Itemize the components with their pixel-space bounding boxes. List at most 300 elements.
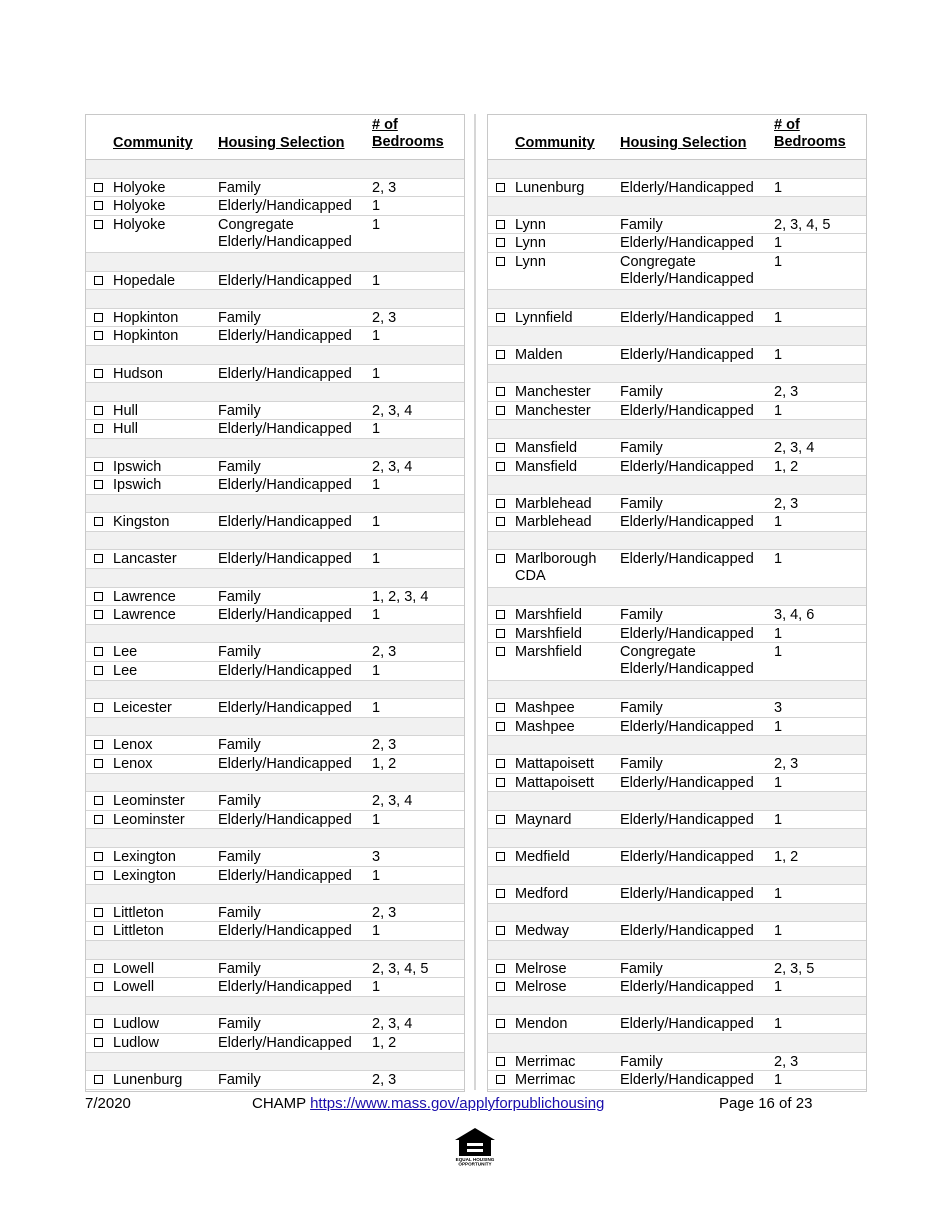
table-row (488, 978, 866, 997)
community-cell: Melrose (515, 960, 567, 977)
community-cell: Lexington (113, 848, 176, 865)
bedrooms-cell: 1, 2 (372, 756, 397, 772)
housing-selection-cell: Elderly/Handicapped (218, 365, 352, 382)
housing-selection-cell: Elderly/Handicapped (620, 718, 754, 735)
community-cell: Ludlow (113, 1034, 159, 1051)
housing-selection-cell: Elderly/Handicapped (218, 700, 352, 717)
bedrooms-cell: 3, 4, 6 (774, 607, 815, 624)
checkbox[interactable] (94, 480, 103, 489)
checkbox[interactable] (496, 1019, 505, 1028)
bedrooms-cell: 1 (774, 811, 783, 828)
checkbox[interactable] (94, 331, 103, 340)
checkbox[interactable] (496, 982, 505, 991)
table-row (86, 179, 464, 198)
community-cell: Mattapoisett (515, 756, 594, 772)
bedrooms-cell: 2, 3, 4 (372, 1016, 413, 1033)
table-row (488, 922, 866, 941)
bedrooms-cell: 1 (372, 216, 381, 233)
bedrooms-cell: 1 (372, 867, 381, 884)
community-cell: Marshfield (515, 607, 582, 624)
community-cell: Holyoke (113, 216, 166, 233)
housing-selection-cell: Elderly/Handicapped (620, 1072, 754, 1089)
table-row (488, 513, 866, 532)
table-row (86, 1015, 464, 1034)
checkbox[interactable] (94, 220, 103, 229)
spacer-row (488, 160, 866, 179)
checkbox[interactable] (496, 629, 505, 638)
community-cell: Lynnfield (515, 309, 573, 326)
community-cell: Lenox (113, 756, 153, 772)
checkbox[interactable] (94, 406, 103, 415)
bedrooms-cell: 3 (372, 848, 381, 865)
table-row (86, 476, 464, 495)
checkbox[interactable] (496, 1057, 505, 1066)
checkbox[interactable] (496, 183, 505, 192)
housing-selection-cell: Family (218, 458, 261, 475)
checkbox[interactable] (94, 871, 103, 880)
checkbox[interactable] (496, 313, 505, 322)
housing-selection-cell: Congregate Elderly/Handicapped (620, 644, 754, 678)
housing-selection-cell: Elderly/Handicapped (620, 514, 754, 531)
checkbox[interactable] (496, 499, 505, 508)
right-table-body (488, 160, 866, 1090)
community-cell: Marshfield (515, 644, 582, 661)
bedrooms-cell: 2, 3 (774, 756, 799, 772)
table-row (86, 513, 464, 532)
housing-selection-cell: Elderly/Handicapped (218, 607, 352, 624)
table-row (86, 402, 464, 421)
spacer-row (488, 736, 866, 755)
community-cell: Lowell (113, 960, 155, 977)
checkbox[interactable] (496, 759, 505, 768)
bedrooms-cell: 2, 3 (372, 644, 397, 661)
bedrooms-cell: 1 (372, 811, 381, 828)
community-cell: Mansfield (515, 458, 578, 475)
column-divider (474, 114, 476, 1090)
bedrooms-cell: 2, 3 (372, 309, 397, 326)
bedrooms-cell: 1 (372, 979, 381, 996)
table-row (86, 588, 464, 607)
checkbox[interactable] (496, 220, 505, 229)
community-cell: Littleton (113, 923, 164, 940)
housing-selection-cell: Elderly/Handicapped (620, 979, 754, 996)
bedrooms-cell: 1, 2 (774, 458, 799, 475)
community-cell: Lee (113, 644, 138, 661)
bedrooms-cell: 1 (372, 514, 381, 531)
table-row (488, 216, 866, 235)
checkbox[interactable] (94, 796, 103, 805)
bedrooms-cell: 2, 3 (372, 179, 397, 196)
housing-selection-cell: Family (218, 179, 261, 196)
bedrooms-cell: 1 (774, 774, 783, 791)
table-row (86, 848, 464, 867)
checkbox[interactable] (496, 703, 505, 712)
spacer-row (86, 160, 464, 179)
bedrooms-cell: 1 (774, 1072, 783, 1089)
housing-selection-cell: Elderly/Handicapped (620, 923, 754, 940)
spacer-row (488, 532, 866, 551)
housing-selection-cell: Family (218, 848, 261, 865)
left-table-body (86, 160, 464, 1090)
bedrooms-cell: 1 (372, 607, 381, 624)
bedrooms-cell: 2, 3 (372, 737, 397, 754)
community-cell: Manchester (515, 384, 591, 401)
spacer-row (86, 625, 464, 644)
checkbox[interactable] (94, 592, 103, 601)
community-cell: Lynn (515, 253, 546, 270)
table-row (86, 792, 464, 811)
table-row (488, 1071, 866, 1090)
community-cell: Leominster (113, 811, 185, 828)
checkbox[interactable] (496, 443, 505, 452)
bedrooms-cell: 1 (774, 346, 783, 363)
bedrooms-header-line1: # of (774, 117, 800, 133)
apply-public-housing-link[interactable]: https://www.mass.gov/applyforpublichousing (310, 1095, 605, 1112)
bedrooms-cell: 1 (372, 923, 381, 940)
community-cell: Medford (515, 886, 569, 903)
community-cell: Maynard (515, 811, 572, 828)
checkbox[interactable] (94, 982, 103, 991)
bedrooms-cell: 1, 2, 3, 4 (372, 588, 429, 605)
table-row (86, 643, 464, 662)
table-row (488, 439, 866, 458)
community-cell: Holyoke (113, 179, 166, 196)
spacer-row (86, 253, 464, 272)
table-row (86, 458, 464, 477)
community-cell: Mashpee (515, 700, 575, 717)
housing-selection-cell: Family (218, 588, 261, 605)
table-row (86, 327, 464, 346)
housing-selection-cell: Family (620, 607, 663, 624)
checkbox[interactable] (496, 815, 505, 824)
community-cell: Malden (515, 346, 563, 363)
checkbox[interactable] (496, 889, 505, 898)
bedrooms-cell: 1, 2 (372, 1034, 397, 1051)
table-row (86, 811, 464, 830)
bedrooms-cell: 1 (372, 477, 381, 494)
right-table-header (488, 115, 866, 160)
community-cell: Littleton (113, 904, 164, 921)
community-cell: Marlborough CDA (515, 551, 597, 585)
checkbox[interactable] (94, 759, 103, 768)
housing-selection-cell: Elderly/Handicapped (620, 625, 754, 642)
checkbox[interactable] (94, 610, 103, 619)
checkbox[interactable] (94, 703, 103, 712)
community-column-header: Community (113, 135, 193, 151)
bedrooms-cell: 2, 3, 4 (774, 439, 815, 456)
spacer-row (488, 327, 866, 346)
spacer-row (488, 941, 866, 960)
checkbox[interactable] (94, 908, 103, 917)
checkbox[interactable] (496, 406, 505, 415)
housing-selection-cell: Elderly/Handicapped (620, 179, 754, 196)
page-number: Page 16 of 23 (719, 1095, 813, 1112)
checkbox[interactable] (94, 554, 103, 563)
bedrooms-cell: 1 (774, 1016, 783, 1033)
bedrooms-cell: 1 (774, 551, 783, 568)
housing-selection-cell: Elderly/Handicapped (218, 514, 352, 531)
checkbox[interactable] (496, 852, 505, 861)
spacer-row (86, 495, 464, 514)
housing-selection-cell: Elderly/Handicapped (620, 235, 754, 252)
checkbox[interactable] (94, 666, 103, 675)
community-cell: Mattapoisett (515, 774, 594, 791)
housing-selection-cell: Family (620, 439, 663, 456)
community-cell: Hudson (113, 365, 163, 382)
table-row (86, 550, 464, 569)
table-row (86, 699, 464, 718)
bedrooms-cell: 1 (774, 179, 783, 196)
checkbox[interactable] (94, 1038, 103, 1047)
checkbox[interactable] (94, 369, 103, 378)
bedrooms-cell: 1 (372, 365, 381, 382)
bedrooms-cell: 2, 3, 4 (372, 793, 413, 810)
bedrooms-cell: 2, 3, 4 (372, 402, 413, 419)
housing-selection-cell: Elderly/Handicapped (620, 848, 754, 865)
community-cell: Manchester (515, 402, 591, 419)
community-column-header: Community (515, 135, 595, 151)
community-cell: Mansfield (515, 439, 578, 456)
community-cell: Marblehead (515, 514, 592, 531)
spacer-row (488, 588, 866, 607)
bedrooms-header-line1: # of (372, 117, 398, 133)
checkbox[interactable] (496, 387, 505, 396)
community-cell: Ipswich (113, 458, 162, 475)
table-row (488, 550, 866, 587)
community-cell: Lowell (113, 979, 155, 996)
housing-selection-cell: Family (218, 793, 261, 810)
community-cell: Lexington (113, 867, 176, 884)
community-cell: Lawrence (113, 588, 176, 605)
checkbox[interactable] (94, 815, 103, 824)
table-row (488, 179, 866, 198)
community-cell: Medfield (515, 848, 570, 865)
housing-selection-cell: Elderly/Handicapped (620, 458, 754, 475)
bedrooms-cell: 3 (774, 700, 783, 717)
table-row (86, 365, 464, 384)
spacer-row (86, 290, 464, 309)
checkbox[interactable] (94, 424, 103, 433)
housing-selection-cell: Elderly/Handicapped (218, 328, 352, 345)
spacer-row (86, 532, 464, 551)
table-row (488, 346, 866, 365)
checkbox[interactable] (94, 462, 103, 471)
left-table-header (86, 115, 464, 160)
table-row (488, 699, 866, 718)
housing-selection-cell: Family (218, 1072, 261, 1089)
housing-selection-cell: Family (620, 1053, 663, 1070)
community-cell: Lynn (515, 216, 546, 233)
housing-selection-cell: Elderly/Handicapped (620, 346, 754, 363)
bedrooms-cell: 2, 3 (774, 384, 799, 401)
checkbox[interactable] (496, 647, 505, 656)
housing-selection-cell: Elderly/Handicapped (218, 551, 352, 568)
housing-selection-cell: Family (620, 756, 663, 772)
spacer-row (488, 829, 866, 848)
housing-selection-cell: Elderly/Handicapped (218, 867, 352, 884)
page-footer (0, 1094, 950, 1114)
checkbox[interactable] (496, 1075, 505, 1084)
table-row (488, 402, 866, 421)
housing-selection-cell: Family (218, 309, 261, 326)
bedrooms-cell: 2, 3 (774, 1053, 799, 1070)
checkbox[interactable] (94, 647, 103, 656)
checkbox[interactable] (496, 462, 505, 471)
checkbox[interactable] (94, 852, 103, 861)
housing-selection-cell: Elderly/Handicapped (620, 1016, 754, 1033)
checkbox[interactable] (94, 740, 103, 749)
bedrooms-cell: 1 (372, 700, 381, 717)
housing-selection-cell: Family (620, 216, 663, 233)
checkbox[interactable] (94, 926, 103, 935)
table-row (86, 978, 464, 997)
spacer-row (86, 439, 464, 458)
bedrooms-cell: 1 (774, 514, 783, 531)
community-cell: Leicester (113, 700, 172, 717)
housing-selection-cell: Elderly/Handicapped (218, 421, 352, 438)
bedrooms-cell: 1 (774, 253, 783, 270)
housing-selection-cell: Congregate Elderly/Handicapped (218, 216, 352, 250)
bedrooms-cell: 1, 2 (774, 848, 799, 865)
housing-selection-column-header: Housing Selection (218, 135, 345, 151)
community-cell: Hopkinton (113, 309, 179, 326)
bedrooms-cell: 1 (372, 421, 381, 438)
table-row (488, 458, 866, 477)
spacer-row (86, 829, 464, 848)
table-row (488, 885, 866, 904)
housing-selection-column-header: Housing Selection (620, 135, 747, 151)
housing-selection-cell: Elderly/Handicapped (620, 774, 754, 791)
community-cell: Marblehead (515, 495, 592, 512)
table-row (488, 718, 866, 737)
table-row (488, 309, 866, 328)
spacer-row (488, 365, 866, 384)
housing-selection-cell: Elderly/Handicapped (620, 886, 754, 903)
checkbox[interactable] (496, 926, 505, 935)
checkbox[interactable] (496, 350, 505, 359)
table-row (86, 420, 464, 439)
bedrooms-cell: 1 (372, 198, 381, 215)
checkbox[interactable] (94, 964, 103, 973)
community-cell: Lancaster (113, 551, 177, 568)
spacer-row (86, 1053, 464, 1072)
housing-selection-cell: Family (620, 960, 663, 977)
housing-selection-cell: Elderly/Handicapped (620, 551, 754, 568)
community-cell: Merrimac (515, 1053, 576, 1070)
table-row (488, 960, 866, 979)
spacer-row (86, 997, 464, 1016)
left-housing-table (85, 114, 465, 1092)
community-cell: Lunenburg (515, 179, 585, 196)
checkbox[interactable] (94, 201, 103, 210)
housing-selection-cell: Family (620, 384, 663, 401)
community-cell: Lynn (515, 235, 546, 252)
bedrooms-cell: 1 (774, 235, 783, 252)
table-row (488, 643, 866, 680)
community-cell: Kingston (113, 514, 170, 531)
checkbox[interactable] (496, 238, 505, 247)
footer-champ (252, 1095, 604, 1112)
table-row (86, 1071, 464, 1090)
bedrooms-column-header (774, 117, 864, 151)
checkbox[interactable] (496, 778, 505, 787)
community-cell: Mendon (515, 1016, 568, 1033)
housing-selection-cell: Family (218, 737, 261, 754)
bedrooms-cell: 1 (774, 923, 783, 940)
spacer-row (86, 885, 464, 904)
table-row (488, 625, 866, 644)
table-row (86, 309, 464, 328)
bedrooms-cell: 2, 3, 4, 5 (372, 960, 429, 977)
community-cell: Ludlow (113, 1016, 159, 1033)
bedrooms-cell: 1 (372, 551, 381, 568)
housing-selection-cell: Family (218, 402, 261, 419)
community-cell: Lee (113, 663, 138, 680)
table-row (86, 960, 464, 979)
housing-selection-cell: Elderly/Handicapped (218, 477, 352, 494)
housing-selection-cell: Elderly/Handicapped (218, 979, 352, 996)
logo-text-line1: EQUAL HOUSING (455, 1157, 495, 1162)
spacer-row (86, 718, 464, 737)
table-row (86, 1034, 464, 1053)
checkbox[interactable] (496, 554, 505, 563)
checkbox[interactable] (496, 722, 505, 731)
checkbox[interactable] (94, 313, 103, 322)
spacer-row (86, 941, 464, 960)
community-cell: Hull (113, 421, 138, 438)
spacer-row (86, 383, 464, 402)
table-row (488, 811, 866, 830)
table-row (86, 606, 464, 625)
housing-selection-cell: Elderly/Handicapped (620, 309, 754, 326)
checkbox[interactable] (94, 517, 103, 526)
community-cell: Hull (113, 402, 138, 419)
bedrooms-cell: 1 (372, 328, 381, 345)
table-row (86, 736, 464, 755)
checkbox[interactable] (94, 1019, 103, 1028)
community-cell: Holyoke (113, 198, 166, 215)
checkbox[interactable] (94, 1075, 103, 1084)
checkbox[interactable] (496, 517, 505, 526)
community-cell: Lenox (113, 737, 153, 754)
community-cell: Hopedale (113, 272, 176, 289)
checkbox[interactable] (496, 257, 505, 266)
housing-selection-cell: Elderly/Handicapped (218, 1034, 352, 1051)
right-housing-table (487, 114, 867, 1092)
checkbox[interactable] (94, 183, 103, 192)
spacer-row (488, 197, 866, 216)
equal-housing-opportunity-icon (451, 1126, 499, 1166)
bedrooms-cell: 1 (372, 272, 381, 289)
checkbox[interactable] (496, 964, 505, 973)
community-cell: Lawrence (113, 607, 176, 624)
spacer-row (488, 904, 866, 923)
checkbox[interactable] (94, 276, 103, 285)
table-row (488, 755, 866, 774)
housing-selection-cell: Elderly/Handicapped (218, 923, 352, 940)
footer-date: 7/2020 (85, 1095, 131, 1112)
spacer-row (488, 420, 866, 439)
spacer-row (488, 681, 866, 700)
community-cell: Leominster (113, 793, 185, 810)
housing-selection-cell: Elderly/Handicapped (218, 663, 352, 680)
champ-label: CHAMP (252, 1095, 306, 1112)
checkbox[interactable] (496, 610, 505, 619)
community-cell: Lunenburg (113, 1072, 183, 1089)
spacer-row (488, 867, 866, 886)
table-row (86, 662, 464, 681)
bedrooms-cell: 1 (774, 309, 783, 326)
